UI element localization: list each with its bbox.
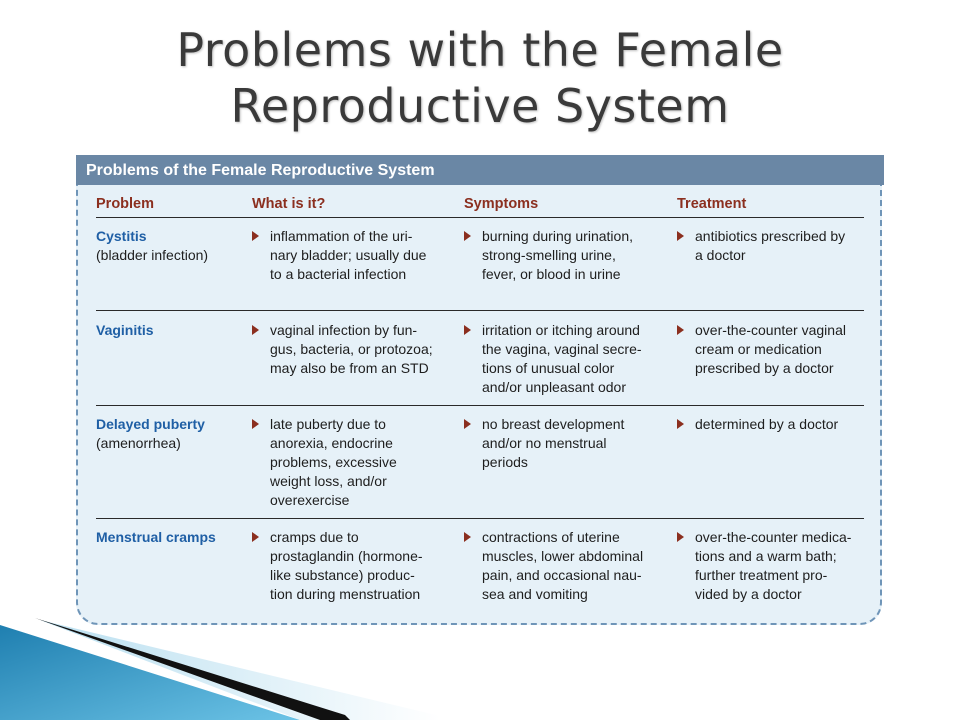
table-row-3-symptoms — [464, 415, 687, 472]
problem-name: Menstrual cramps — [96, 529, 216, 545]
triangle-bullet-icon — [464, 231, 471, 241]
cell-text: vaginal infection by fun- gus, bacteria, or protozoa; may also be from an STD — [270, 322, 433, 376]
problem-subtitle: (bladder infection) — [96, 247, 209, 263]
cell-text: late puberty due to anorexia, endocrine problems, excessive weight loss, and/or overexercise — [270, 416, 397, 508]
table-row-3-problem — [96, 415, 246, 453]
cell-text: inflammation of the uri- nary bladder; usually due to a bacterial infection — [270, 228, 427, 282]
table-row-4-symptoms — [464, 528, 687, 604]
problem-name: Delayed puberty — [96, 416, 205, 432]
table-row-3-what — [252, 415, 470, 510]
table-row-4-treatment — [677, 528, 895, 604]
cell-text: over-the-counter vaginal cream or medication prescribed by a doctor — [695, 322, 846, 376]
row-divider — [96, 405, 864, 406]
triangle-bullet-icon — [252, 231, 259, 241]
table-row-1-problem — [96, 227, 246, 265]
column-header-problem: Problem — [96, 196, 155, 212]
cell-text: contractions of uterine muscles, lower abdominal pain, and occasional nau- sea and vomiting — [482, 529, 644, 602]
row-divider — [96, 518, 864, 519]
slide-title — [0, 22, 960, 134]
cell-text: determined by a doctor — [695, 416, 839, 432]
table-row-1-treatment — [677, 227, 895, 265]
header-divider — [96, 217, 864, 218]
cell-text: over-the-counter medica- tions and a warm bath; further treatment pro- vided by a doctor — [695, 529, 852, 602]
slide-corner-decoration — [0, 590, 440, 720]
slide-title-line-1: Problems with the Female — [176, 23, 784, 77]
cell-text: antibiotics prescribed by a doctor — [695, 228, 846, 263]
table-row-2-treatment — [677, 321, 895, 378]
cell-text: burning during urination, strong-smelling urine, fever, or blood in urine — [482, 228, 633, 282]
table-caption: Problems of the Female Reproductive System — [76, 155, 884, 185]
row-divider — [96, 310, 864, 311]
table-row-2-problem — [96, 321, 246, 340]
problems-table — [76, 155, 882, 625]
triangle-bullet-icon — [464, 325, 471, 335]
triangle-bullet-icon — [677, 231, 684, 241]
slide-title-line-2: Reproductive System — [230, 79, 730, 133]
column-header-treatment: Treatment — [677, 196, 747, 212]
problem-name: Vaginitis — [96, 322, 154, 338]
triangle-bullet-icon — [252, 325, 259, 335]
table-row-2-what — [252, 321, 470, 378]
problem-subtitle: (amenorrhea) — [96, 435, 181, 451]
triangle-bullet-icon — [677, 325, 684, 335]
triangle-bullet-icon — [252, 419, 259, 429]
column-header-symptoms: Symptoms — [464, 196, 539, 212]
problem-name: Cystitis — [96, 228, 147, 244]
cell-text: cramps due to prostaglandin (hormone- like substance) produc- tion during menstruation — [270, 529, 423, 602]
triangle-bullet-icon — [464, 419, 471, 429]
table-row-1-what — [252, 227, 470, 284]
cell-text: no breast development and/or no menstrual periods — [482, 416, 625, 470]
cell-text: irritation or itching around the vagina, vaginal secre- tions of unusual color and/or unpleasant odor — [482, 322, 642, 395]
triangle-bullet-icon — [677, 532, 684, 542]
triangle-bullet-icon — [252, 532, 259, 542]
table-row-1-symptoms — [464, 227, 687, 284]
triangle-bullet-icon — [677, 419, 684, 429]
table-row-2-symptoms — [464, 321, 687, 397]
table-row-3-treatment — [677, 415, 895, 434]
table-row-4-problem — [96, 528, 246, 547]
triangle-bullet-icon — [464, 532, 471, 542]
column-header-what-is-it: What is it? — [252, 196, 326, 212]
